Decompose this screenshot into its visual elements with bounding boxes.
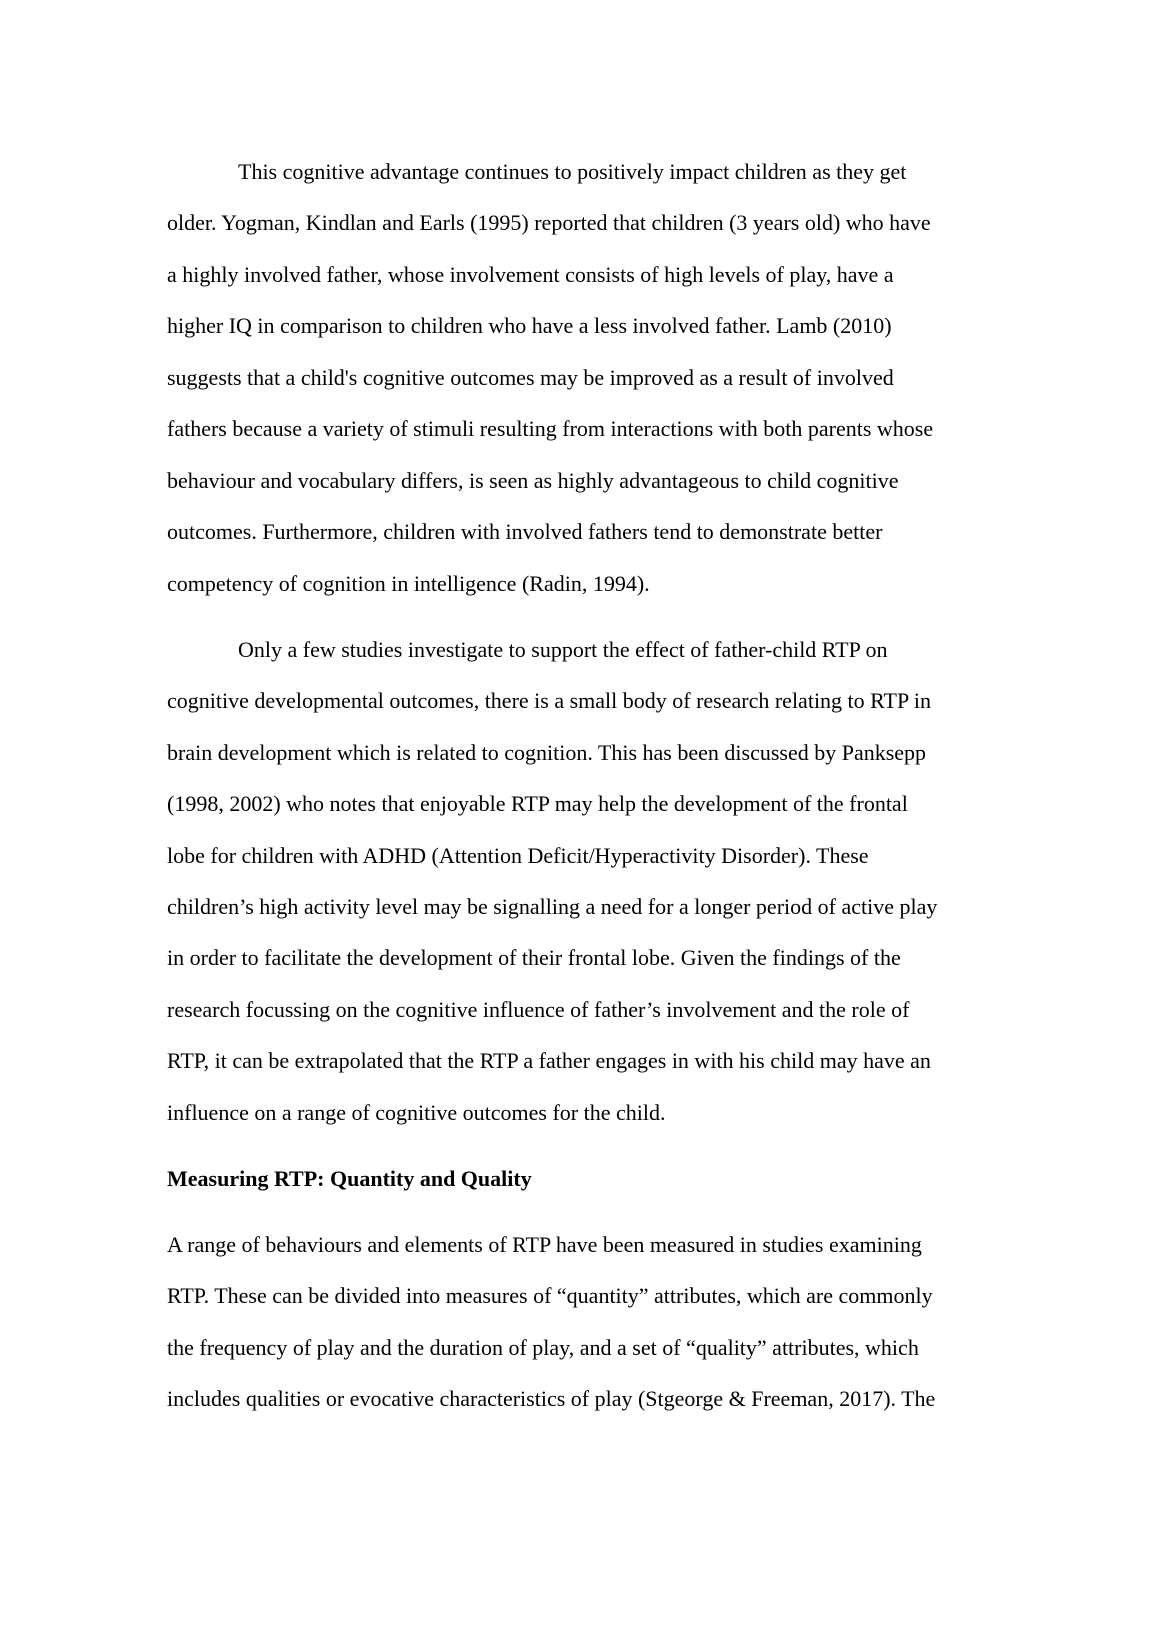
- paragraph-2-line-5: lobe for children with ADHD (Attention Deficit/Hyperactivity Disorder). These: [167, 843, 869, 868]
- paragraph-1-line-9: competency of cognition in intelligence (Radin, 1994).: [167, 571, 650, 596]
- paragraph-1-line-7: behaviour and vocabulary differs, is seen as highly advantageous to child cognitive: [167, 468, 899, 493]
- paragraph-3-line-2: RTP. These can be divided into measures of “quantity” attributes, which are commonly: [167, 1283, 933, 1308]
- paragraph-1-line-8: outcomes. Furthermore, children with involved fathers tend to demonstrate better: [167, 519, 883, 544]
- paragraph-2-line-8: research focussing on the cognitive influence of father’s involvement and the role of: [167, 997, 910, 1022]
- paragraph-2-line-7: in order to facilitate the development of their frontal lobe. Given the findings of the: [167, 945, 901, 970]
- paragraph-3-line-1: A range of behaviours and elements of RTP have been measured in studies examining: [167, 1232, 922, 1257]
- paragraph-1-line-2: older. Yogman, Kindlan and Earls (1995) reported that children (3 years old) who have: [167, 210, 931, 235]
- paragraph-2-line-3: brain development which is related to cognition. This has been discussed by Panksepp: [167, 740, 927, 765]
- paragraph-1-line-1: This cognitive advantage continues to positively impact children as they get: [238, 159, 907, 184]
- paragraph-2-line-10: influence on a range of cognitive outcomes for the child.: [167, 1100, 666, 1125]
- paragraph-1-line-4: higher IQ in comparison to children who have a less involved father. Lamb (2010): [167, 313, 892, 338]
- paragraph-3-line-3: the frequency of play and the duration of play, and a set of “quality” attributes, which: [167, 1335, 919, 1360]
- paragraph-3-line-4: includes qualities or evocative characteristics of play (Stgeorge & Freeman, 2017). The: [167, 1386, 936, 1411]
- paragraph-1-line-5: suggests that a child's cognitive outcomes may be improved as a result of involved: [167, 365, 894, 390]
- paragraph-2-line-1: Only a few studies investigate to support the effect of father-child RTP on: [238, 637, 888, 662]
- paragraph-1-line-3: a highly involved father, whose involvement consists of high levels of play, have a: [167, 262, 894, 287]
- paragraph-2-line-2: cognitive developmental outcomes, there is a small body of research relating to RTP in: [167, 688, 931, 713]
- paragraph-2-line-4: (1998, 2002) who notes that enjoyable RTP may help the development of the frontal: [167, 791, 908, 816]
- section-heading: Measuring RTP: Quantity and Quality: [167, 1166, 532, 1191]
- paragraph-2-line-9: RTP, it can be extrapolated that the RTP a father engages in with his child may have an: [167, 1048, 931, 1073]
- paragraph-2-line-6: children’s high activity level may be signalling a need for a longer period of active play: [167, 894, 938, 919]
- paragraph-1-line-6: fathers because a variety of stimuli resulting from interactions with both parents whose: [167, 416, 934, 441]
